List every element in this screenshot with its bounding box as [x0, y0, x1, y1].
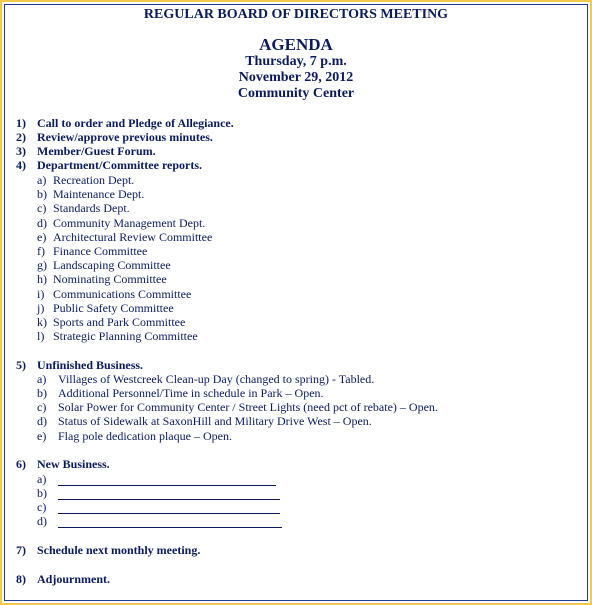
agenda-item: [16, 457, 110, 472]
item-text: Solar Power for Community Center / Street Lights (need pct of rebate) – Open.: [58, 400, 438, 414]
list-item: [37, 201, 130, 216]
agenda-heading: AGENDA: [259, 35, 333, 54]
item-text: Strategic Planning Committee: [53, 329, 198, 343]
item-number: 2): [16, 130, 26, 144]
item-letter: d): [37, 514, 47, 528]
list-item: [37, 315, 185, 330]
list-item: [37, 287, 191, 302]
item-letter: d): [37, 414, 47, 428]
blank-entry: [37, 486, 58, 501]
list-item: [37, 244, 147, 259]
item-text: Standards Dept.: [53, 201, 130, 215]
item-letter: e): [37, 230, 47, 244]
agenda-item: [16, 358, 143, 373]
item-text: Communications Committee: [53, 287, 192, 301]
item-text: Public Safety Committee: [53, 301, 174, 315]
item-letter: c): [37, 500, 47, 514]
agenda-item: [16, 116, 234, 131]
list-item: [37, 414, 372, 429]
list-item: [37, 187, 144, 202]
agenda-item: [16, 144, 156, 159]
item-letter: h): [37, 272, 47, 286]
item-letter: a): [37, 173, 47, 187]
item-text: Member/Guest Forum.: [37, 144, 156, 158]
item-text: Nominating Committee: [53, 272, 167, 286]
list-item: [37, 173, 134, 188]
item-text: Recreation Dept.: [53, 173, 135, 187]
list-item: [37, 230, 212, 245]
item-letter: b): [37, 386, 47, 400]
blank-line: [58, 527, 282, 528]
item-text: New Business.: [37, 457, 110, 471]
agenda-item: [16, 130, 213, 145]
item-number: 7): [16, 543, 26, 557]
document-title: REGULAR BOARD OF DIRECTORS MEETING: [143, 7, 449, 22]
list-item: [37, 400, 438, 415]
list-item: [37, 329, 198, 344]
item-number: 8): [16, 572, 26, 586]
item-text: Architectural Review Committee: [53, 230, 213, 244]
item-text: Finance Committee: [53, 244, 148, 258]
list-item: [37, 372, 374, 387]
item-text: Villages of Westcreek Clean-up Day (changed to spring) - Tabled.: [58, 372, 375, 386]
list-item: [37, 272, 167, 287]
item-text: Flag pole dedication plaque – Open.: [58, 429, 232, 443]
item-text: Adjournment.: [37, 572, 111, 586]
blank-entry: [37, 472, 58, 487]
item-letter: b): [37, 187, 47, 201]
item-letter: j): [37, 301, 45, 315]
item-letter: l): [37, 329, 45, 343]
blank-entry: [37, 500, 58, 515]
list-item: [37, 216, 205, 231]
item-number: 6): [16, 457, 26, 471]
item-number: 3): [16, 144, 26, 158]
item-text: Status of Sidewalk at SaxonHill and Military Drive West – Open.: [58, 414, 372, 428]
item-letter: c): [37, 400, 47, 414]
item-letter: f): [37, 244, 45, 258]
blank-entry: [37, 514, 58, 529]
item-text: Sports and Park Committee: [53, 315, 186, 329]
item-text: Call to order and Pledge of Allegiance.: [37, 116, 234, 130]
blank-line: [58, 513, 280, 514]
blank-line: [58, 485, 276, 486]
item-letter: b): [37, 486, 47, 500]
item-number: 1): [16, 116, 26, 130]
list-item: [37, 301, 174, 316]
blank-line: [58, 499, 280, 500]
agenda-item: [16, 572, 110, 587]
item-letter: c): [37, 201, 47, 215]
agenda-item: [16, 158, 202, 173]
list-item: [37, 258, 171, 273]
item-letter: k): [37, 315, 47, 329]
meeting-location: Community Center: [237, 86, 355, 101]
item-text: Schedule next monthly meeting.: [37, 543, 201, 557]
list-item: [37, 386, 324, 401]
agenda-item: [16, 543, 200, 558]
item-text: Additional Personnel/Time in schedule in Park – Open.: [58, 386, 324, 400]
item-text: Review/approve previous minutes.: [37, 130, 213, 144]
item-letter: a): [37, 472, 47, 486]
item-number: 5): [16, 358, 26, 372]
meeting-day-time: Thursday, 7 p.m.: [245, 54, 347, 69]
item-letter: d): [37, 216, 47, 230]
item-text: Department/Committee reports.: [37, 158, 203, 172]
list-item: [37, 429, 232, 444]
item-letter: i): [37, 287, 45, 301]
item-text: Unfinished Business.: [37, 358, 144, 372]
item-number: 4): [16, 158, 26, 172]
item-letter: g): [37, 258, 47, 272]
item-text: Landscaping Committee: [53, 258, 171, 272]
meeting-date: November 29, 2012: [238, 70, 354, 85]
item-letter: a): [37, 372, 47, 386]
item-text: Maintenance Dept.: [53, 187, 145, 201]
item-letter: e): [37, 429, 47, 443]
item-text: Community Management Dept.: [53, 216, 206, 230]
